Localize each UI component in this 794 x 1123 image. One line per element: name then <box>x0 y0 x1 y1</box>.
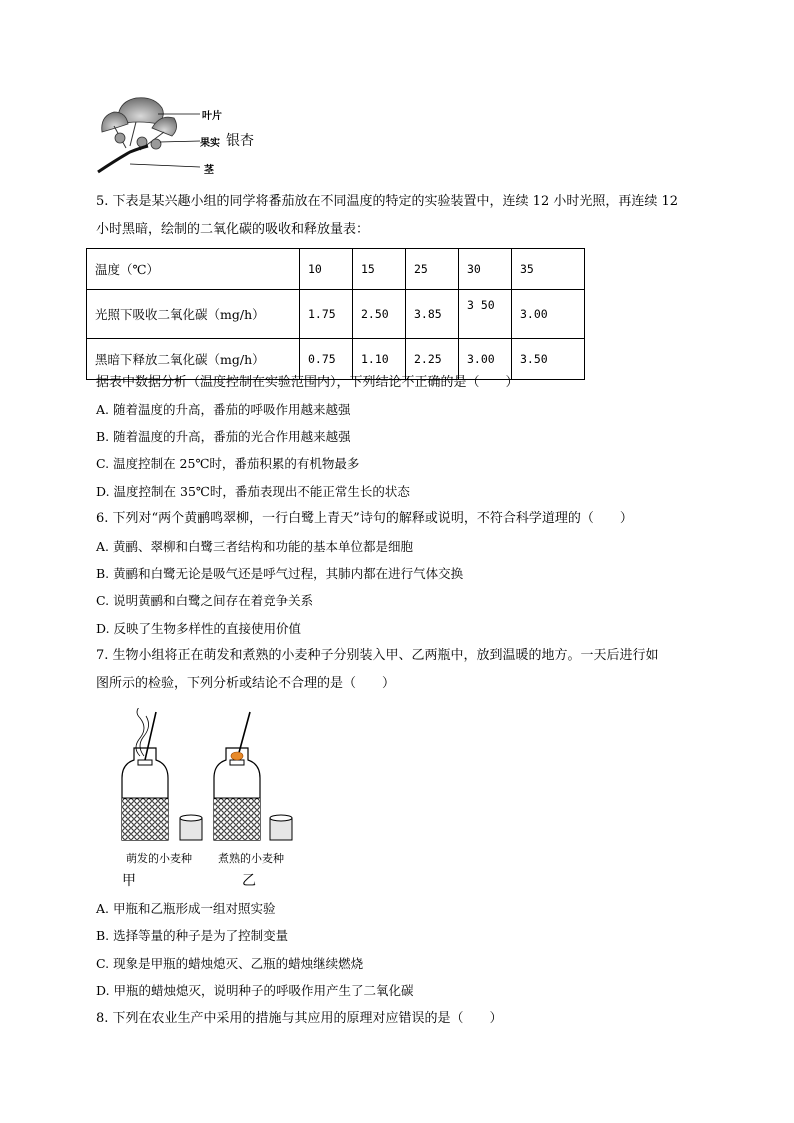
table-row <box>87 290 585 339</box>
bottle-right <box>214 712 260 840</box>
table-row <box>87 249 585 290</box>
table-cell: 3 50 <box>459 290 512 339</box>
table-cell: 2.25 <box>406 339 459 380</box>
q6-option-a: A. 黄鹂、翠柳和白鹭三者结构和功能的基本单位都是细胞 <box>96 539 413 554</box>
table-cell: 3.85 <box>406 290 459 339</box>
table-cell: 3.00 <box>459 339 512 380</box>
q5-option-d: D. 温度控制在 35℃时，番茄表现出不能正常生长的状态 <box>96 484 410 499</box>
bottles-drawing <box>110 708 310 848</box>
table-cell: 温度（℃） <box>87 249 300 290</box>
q7-stem-line1: 7. 生物小组将正在萌发和煮熟的小麦种子分别装入甲、乙两瓶中，放到温暖的地方。一天后进行如 <box>96 648 659 663</box>
table-cell: 1.10 <box>353 339 406 380</box>
table-cell: 黑暗下释放二氧化碳（mg/h） <box>87 339 300 380</box>
q7-option-d: D. 甲瓶的蜡烛熄灭，说明种子的呼吸作用产生了二氧化碳 <box>96 983 414 998</box>
cup-left <box>180 815 202 840</box>
label-stem: 茎 <box>204 165 214 176</box>
table-cell: 10 <box>300 249 353 290</box>
table-cell: 2.50 <box>353 290 406 339</box>
q7-option-c: C. 现象是甲瓶的蜡烛熄灭、乙瓶的蜡烛继续燃烧 <box>96 956 364 971</box>
table-cell: 1.75 <box>300 290 353 339</box>
table-cell: 35 <box>512 249 585 290</box>
q7-option-a: A. 甲瓶和乙瓶形成一组对照实验 <box>96 901 276 916</box>
tag-jia: 甲 <box>122 873 136 889</box>
q6-option-b: B. 黄鹂和白鹭无论是吸气还是呼气过程，其肺内都在进行气体交换 <box>96 566 464 581</box>
tag-yi: 乙 <box>242 873 256 889</box>
q8-stem: 8. 下列在农业生产中采用的措施与其应用的原理对应错误的是（ ） <box>96 1011 503 1026</box>
q5-question: 据表中数据分析（温度控制在实验范围内），下列结论不正确的是（ ） <box>96 375 519 390</box>
q6-stem: 6. 下列对“两个黄鹂鸣翠柳，一行白鹭上青天”诗句的解释或说明，不符合科学道理的（ ） <box>96 511 633 526</box>
q5-stem-line1: 5. 下表是某兴趣小组的同学将番茄放在不同温度的特定的实验装置中，连续 12 小时光照，再连续 12 <box>96 194 679 209</box>
table-cell: 30 <box>459 249 512 290</box>
q5-option-a: A. 随着温度的升高，番茄的呼吸作用越来越强 <box>96 402 351 417</box>
cup-right <box>270 815 292 840</box>
q7-option-b: B. 选择等量的种子是为了控制变量 <box>96 928 289 943</box>
table-cell: 3.00 <box>512 290 585 339</box>
label-cooked-seeds: 煮熟的小麦种 <box>218 852 284 865</box>
q7-stem-line2: 图所示的检验，下列分析或结论不合理的是（ ） <box>96 676 396 691</box>
table-cell: 光照下吸收二氧化碳（mg/h） <box>87 290 300 339</box>
label-germinating-seeds: 萌发的小麦种 <box>126 852 192 865</box>
q6-option-d: D. 反映了生物多样性的直接使用价值 <box>96 621 302 636</box>
label-leaf: 叶片 <box>202 111 222 122</box>
q5-stem-line2: 小时黑暗，绘制的二氧化碳的吸收和释放量表： <box>96 222 370 237</box>
label-fruit: 果实 <box>200 138 220 149</box>
table-cell: 0.75 <box>300 339 353 380</box>
table-cell: 25 <box>406 249 459 290</box>
table-cell: 15 <box>353 249 406 290</box>
bottle-left <box>122 708 168 840</box>
ginkgo-figure <box>96 94 266 176</box>
q5-option-c: C. 温度控制在 25℃时，番茄积累的有机物最多 <box>96 456 360 471</box>
seed-experiment-figure <box>110 708 310 888</box>
q6-option-c: C. 说明黄鹂和白鹭之间存在着竞争关系 <box>96 593 314 608</box>
co2-data-table <box>86 248 585 380</box>
ginkgo-caption: 银杏 <box>226 133 254 149</box>
table-cell: 3.50 <box>512 339 585 380</box>
q5-option-b: B. 随着温度的升高，番茄的光合作用越来越强 <box>96 429 351 444</box>
